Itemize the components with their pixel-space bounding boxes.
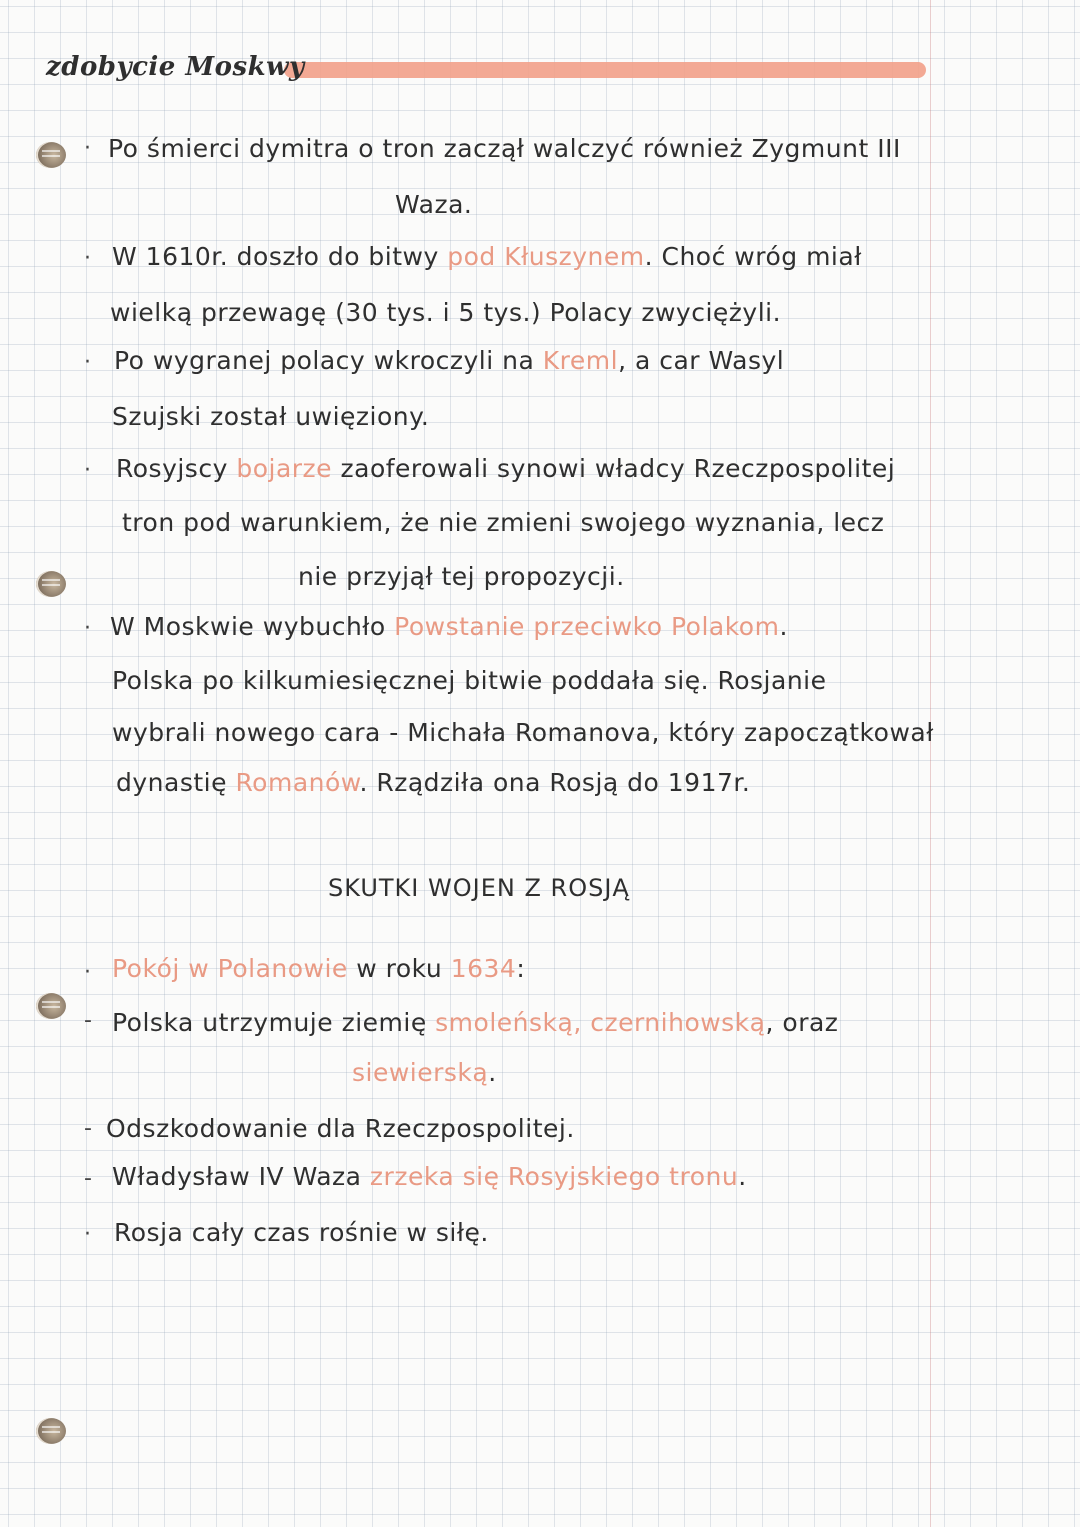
bullet: · — [84, 616, 91, 641]
p3-line2: Szujski został uwięziony. — [112, 402, 430, 431]
bullet: · — [84, 246, 91, 271]
p5-uprising: Powstanie przeciwko Polakom — [394, 612, 780, 641]
p5-text-end: . — [779, 612, 788, 641]
result-3 — [112, 1162, 747, 1191]
p4-line3: nie przyjął tej propozycji. — [298, 562, 625, 591]
result-2: Odszkodowanie dla Rzeczpospolitej. — [106, 1114, 575, 1143]
peace-mid: w roku — [356, 954, 443, 983]
result-1-end: , oraz — [765, 1008, 839, 1037]
p3-line1 — [114, 346, 784, 375]
p2-text-end: . Choć wróg miał — [644, 242, 862, 271]
p2-line1 — [112, 242, 862, 271]
bullet: · — [84, 458, 91, 483]
binder-hole-1 — [36, 142, 66, 168]
result-1-line2 — [352, 1058, 497, 1087]
title-highlight-stroke — [284, 62, 926, 78]
result-1-period: . — [488, 1058, 497, 1087]
page-title: zdobycie Moskwy — [46, 52, 305, 82]
p5-text: W Moskwie wybuchło — [110, 612, 386, 641]
dash: - — [84, 1008, 92, 1033]
p3-kreml: Kreml — [542, 346, 619, 375]
result-3-end: . — [738, 1162, 747, 1191]
result-3-text: Władysław IV Waza — [112, 1162, 362, 1191]
p4-text-end: zaoferowali synowi władcy Rzeczpospolitej — [340, 454, 896, 483]
binder-hole-3 — [36, 993, 66, 1019]
dash: - — [84, 1116, 92, 1141]
result-1-lands: smoleńską, czernihowską — [435, 1008, 766, 1037]
p4-bojarzy: bojarze — [236, 454, 333, 483]
peace-year: 1634 — [450, 954, 517, 983]
p2-place: pod Kłuszynem — [447, 242, 645, 271]
page-margin-line — [930, 0, 931, 1527]
result-3-renounce: zrzeka się Rosyjskiego tronu — [369, 1162, 739, 1191]
result-1-siewierska: siewierską — [352, 1058, 489, 1087]
binder-hole-2 — [36, 571, 66, 597]
bullet: · — [84, 960, 91, 985]
p2-line2: wielką przewagę (30 tys. i 5 tys.) Polacy zwyciężyli. — [110, 298, 782, 327]
p5-text-4a: dynastię — [116, 768, 227, 797]
peace-label: Pokój w Polanowie — [112, 954, 348, 983]
result-1-text: Polska utrzymuje ziemię — [112, 1008, 427, 1037]
p5-text-4b: . Rządziła ona Rosją do 1917r. — [359, 768, 751, 797]
binder-hole-4 — [36, 1418, 66, 1444]
bullet: · — [84, 136, 91, 161]
bullet: · — [84, 1222, 91, 1247]
peace-line — [112, 954, 525, 983]
p3-text: Po wygranej polacy wkroczyli na — [114, 346, 535, 375]
result-4: Rosja cały czas rośnie w siłę. — [114, 1218, 489, 1247]
p5-romanov: Romanów — [235, 768, 360, 797]
p3-text-end: , a car Wasyl — [618, 346, 785, 375]
p4-line2: tron pod warunkiem, że nie zmieni swojego wyznania, lecz — [122, 508, 885, 537]
p5-line3: wybrali nowego cara - Michała Romanova, który zapoczątkował — [112, 718, 934, 747]
peace-colon: : — [516, 954, 526, 983]
p2-text: W 1610r. doszło do bitwy — [112, 242, 439, 271]
p5-line4 — [116, 768, 750, 797]
p1-line1: Po śmierci dymitra o tron zaczął walczyć również Zygmunt III — [108, 134, 901, 163]
p4-line1 — [116, 454, 895, 483]
p5-line1 — [110, 612, 788, 641]
bullet: · — [84, 350, 91, 375]
section-heading: SKUTKI WOJEN Z ROSJĄ — [328, 874, 630, 902]
p5-line2: Polska po kilkumiesięcznej bitwie poddała się. Rosjanie — [112, 666, 827, 695]
p1-line2: Waza. — [395, 190, 473, 219]
result-1 — [112, 1008, 838, 1037]
dash: - — [84, 1166, 92, 1191]
p4-text: Rosyjscy — [116, 454, 228, 483]
